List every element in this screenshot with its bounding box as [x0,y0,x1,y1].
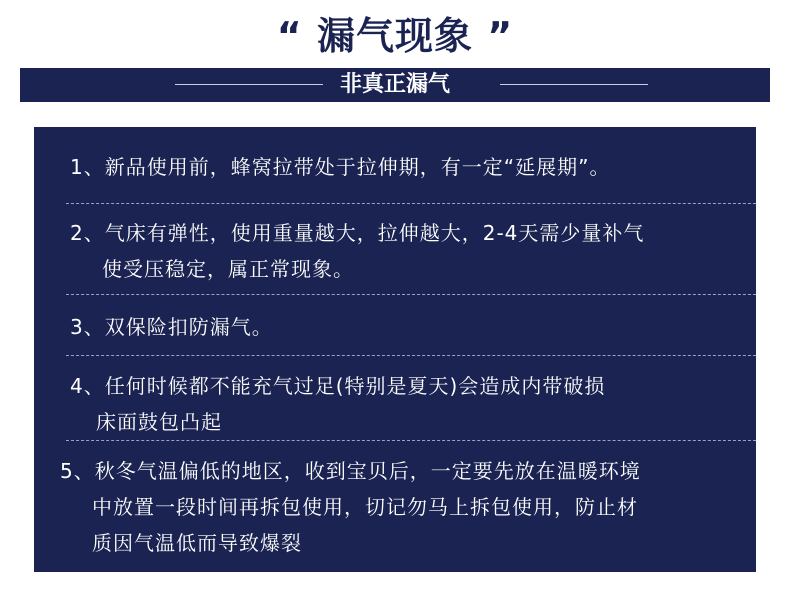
item-4-line-2: 床面鼓包凸起 [96,410,222,434]
list-item-3 [34,309,756,345]
list-item-5 [34,453,756,561]
separator-2 [66,294,756,295]
subtitle-banner [20,68,770,102]
list-item-2 [34,215,756,287]
separator-3 [66,355,756,356]
list-item-1 [34,149,756,185]
separator-4 [66,440,756,441]
item-5-line-2: 中放置一段时间再拆包使用，切记勿马上拆包使用，防止材 [92,495,638,519]
info-panel [34,127,756,572]
item-4-line-1: 4、任何时候都不能充气过足(特别是夏天)会造成内带破损 [70,374,606,398]
item-3-line-1: 3、双保险扣防漏气。 [70,315,273,339]
separator-1 [66,203,756,204]
item-2-line-2: 使受压稳定，属正常现象。 [102,257,354,281]
page-title: “ 漏气现象 ” [276,14,514,58]
item-2-line-1: 2、气床有弹性，使用重量越大，拉伸越大，2-4天需少量补气 [70,221,645,245]
item-5-line-3: 质因气温低而导致爆裂 [92,531,302,555]
item-1-line-1: 1、新品使用前，蜂窝拉带处于拉伸期，有一定“延展期”。 [70,155,611,179]
subtitle: 非真正漏气 [339,72,450,97]
item-5-line-1: 5、秋冬气温偏低的地区，收到宝贝后，一定要先放在温暖环境 [60,459,641,483]
list-item-4 [34,368,756,440]
